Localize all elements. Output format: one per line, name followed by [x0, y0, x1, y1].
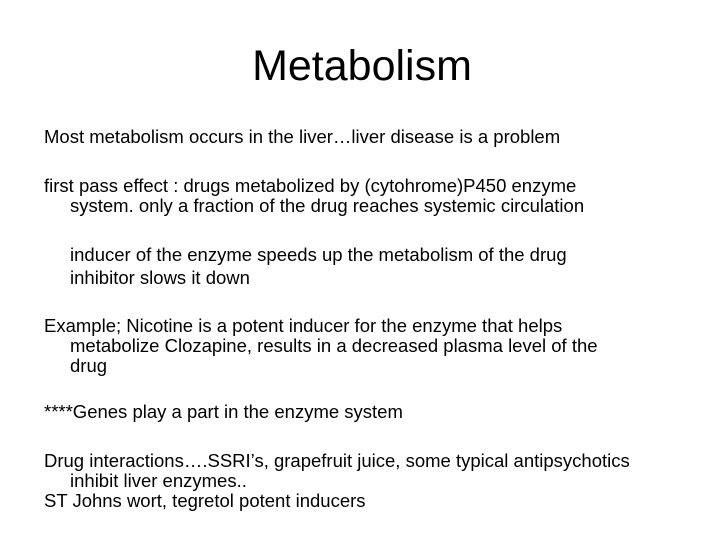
bullet-line-continued: system. only a fraction of the drug reaches systemic circulation: [70, 195, 585, 216]
bullet-line-continued: inhibit liver enzymes..: [70, 470, 247, 491]
bullet-drug-interactions: [44, 451, 694, 511]
bullet-nicotine-example: [44, 316, 694, 376]
bullet-line-continued: metabolize Clozapine, results in a decreased plasma level of the: [70, 335, 598, 356]
bullet-line: ****Genes play a part in the enzyme system: [44, 401, 403, 422]
bullet-line: inhibitor slows it down: [70, 267, 250, 288]
bullet-line: Example; Nicotine is a potent inducer for the enzyme that helps: [44, 315, 563, 336]
bullet-inducer-inhibitor: [70, 243, 720, 289]
slide-title: Metabolism: [252, 42, 472, 90]
bullet-line: inducer of the enzyme speeds up the metabolism of the drug: [70, 244, 567, 265]
bullet-genes: [44, 402, 694, 422]
bullet-line: Most metabolism occurs in the liver…liver disease is a problem: [44, 126, 561, 147]
bullet-line: first pass effect : drugs metabolized by (cytohrome)P450 enzyme: [44, 175, 577, 196]
bullet-line-continued: drug: [70, 355, 108, 376]
bullet-liver-metabolism: [44, 127, 694, 147]
bullet-line: ST Johns wort, tegretol potent inducers: [44, 490, 366, 511]
bullet-first-pass-effect: [44, 176, 694, 216]
bullet-line: Drug interactions….SSRI’s, grapefruit juice, some typical antipsychotics: [44, 450, 630, 471]
